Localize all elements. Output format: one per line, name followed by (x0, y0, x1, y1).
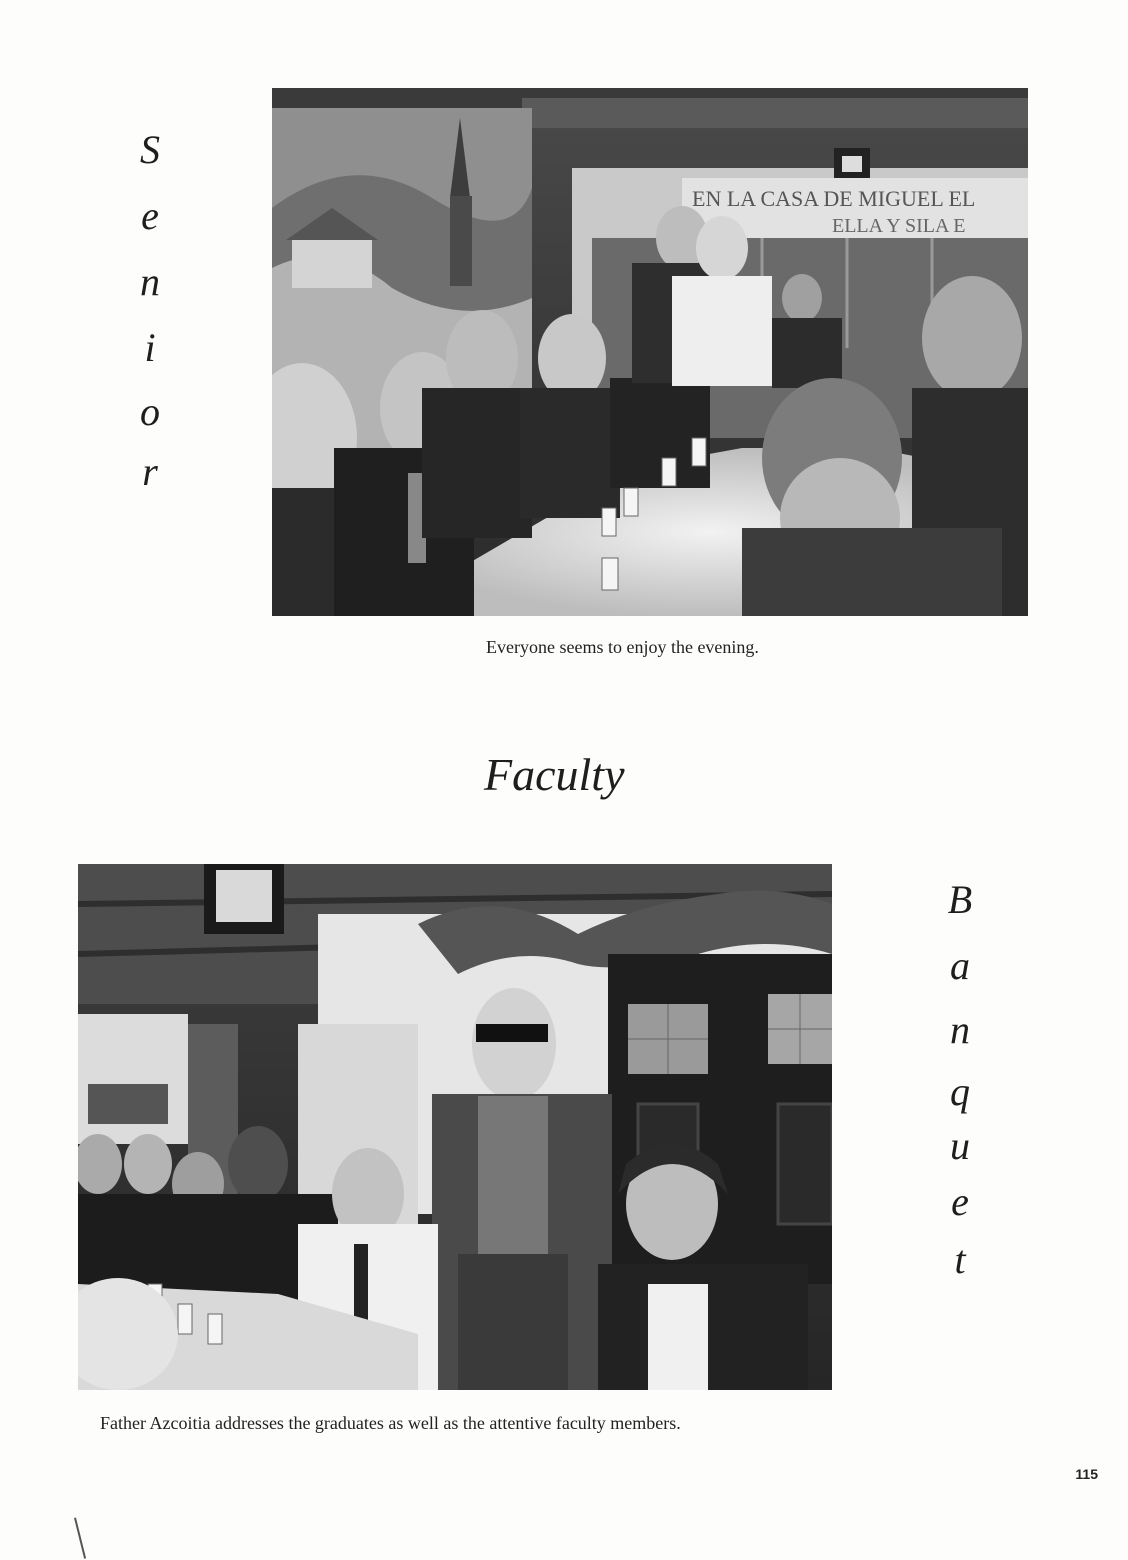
letter: n (950, 1007, 970, 1052)
letter: t (954, 1237, 966, 1282)
page-number: 115 (1075, 1466, 1098, 1482)
caption-bottom: Father Azcoitia addresses the graduates as well as the attentive faculty members. (100, 1413, 681, 1433)
wall-sign-line2: ELLA Y SILA E (832, 215, 966, 237)
letter: r (142, 449, 158, 494)
letter: S (140, 127, 160, 172)
letter: u (950, 1123, 970, 1168)
letter: i (144, 325, 156, 370)
letter: B (947, 877, 973, 922)
letter: e (141, 193, 159, 238)
letter: q (950, 1069, 970, 1114)
letter: e (951, 1179, 969, 1224)
letter: n (140, 259, 160, 304)
stray-pen-mark (74, 1518, 86, 1559)
letter: o (140, 389, 160, 434)
wall-sign-line1: EN LA CASA DE MIGUEL EL (692, 186, 976, 211)
caption-top: Everyone seems to enjoy the evening. (486, 637, 759, 657)
banquet-photo-top (272, 88, 1028, 616)
section-title-faculty: Faculty (484, 749, 625, 800)
letter: a (950, 943, 970, 988)
banquet-photo-bottom (78, 864, 832, 1390)
